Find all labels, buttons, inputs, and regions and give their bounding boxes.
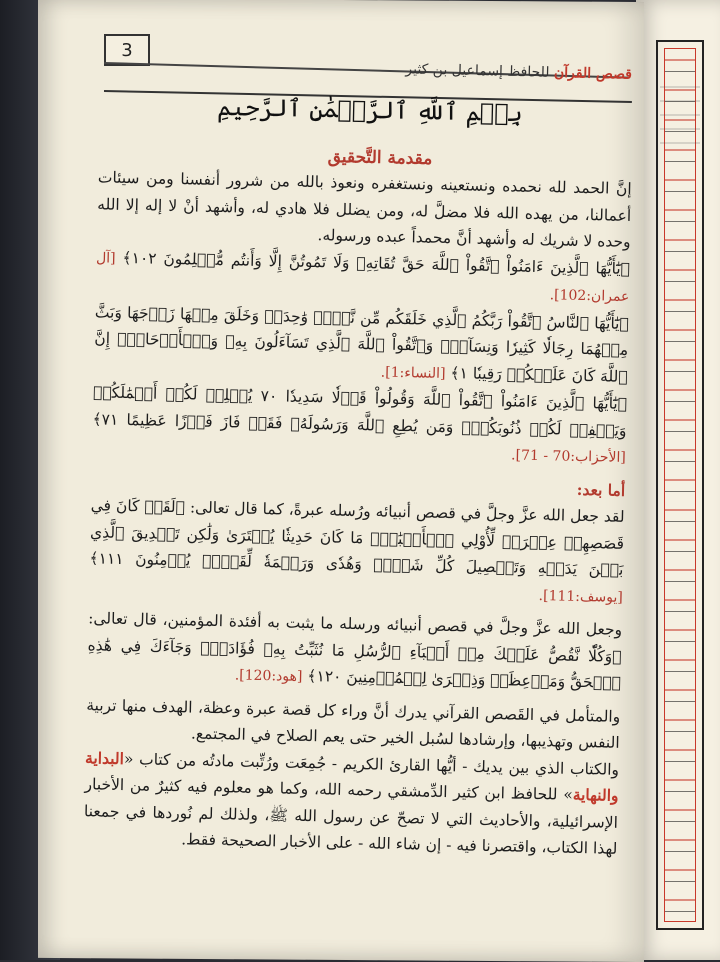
section-title: مقدمة التَّحقيق [327, 146, 433, 170]
quran-verse: ﴿وَكُلّٗا نَّقُصُّ عَلَيۡكَ مِنۡ أَنۢبَآءِ ٱلرُّسُلِ مَا نُثَبِّتُ بِهِۦ فُؤَادَكَۚ وَجَآءَكَ فِي هَٰذِهِ ٱلۡحَقُّ وَمَوۡعِظَةٞ وَذِكۡرَىٰ لِلۡمُؤۡمِنِينَ ١٢٠﴾ [87, 635, 622, 692]
paragraph: والمتأمل في القَصص القرآني يدرك أنَّ وراء كل قصة عبرة وعظة، الهدف منها تربية النفس وتهذيبها، وإرشادها لسُبل الخير حتى يعم الصلاح في المجتمع. [86, 695, 621, 752]
author: للحافظ إسماعيل بن كثير [405, 61, 550, 81]
paragraph-text: » للحافظ ابن كثير الدِّمشقي رحمه الله، وكما هو معلوم فيه كثيرٌ من الأخبار الإسرائيلية، والأحاديث التي لا تصحّ عن رسول الله ﷺ، ولذلك لم نُوردها في جمعنا لهذا الكتاب، واقتصرنا فيه - إن شاء الله - على الأخبار الصحيحة فقط. [83, 775, 619, 858]
subheading-amma-bad: أما بعد: [576, 479, 626, 500]
paragraph [87, 605, 623, 697]
page-body [83, 164, 632, 862]
verse-reference: [هود:120]. [234, 667, 303, 685]
verse-reference: [يوسف:111]. [538, 587, 623, 606]
paragraph [89, 492, 625, 611]
quran-verse: ﴿لَقَدۡ كَانَ فِي قَصَصِهِمۡ عِبۡرَةٞ لِّأُوْلِي ٱلۡأَلۡبَٰبِۗ مَا كَانَ حَدِيثٗا يُفۡتَرَىٰ وَلَٰكِن تَصۡدِيقَ ٱلَّذِي بَيۡنَ يَدَيۡهِ وَتَفۡصِيلَ كُلِّ شَيۡءٖ وَهُدٗى وَرَحۡمَةٗ لِّقَوۡمٖ يُؤۡمِنُونَ ١١١﴾ [89, 496, 625, 579]
basmala: بِسۡمِ ٱللَّهِ ٱلرَّحۡمَٰنِ ٱلرَّحِيمِ [216, 92, 524, 128]
source-book-title: البداية والنهاية [84, 747, 619, 805]
quran-verse: ﴿يَٰٓأَيُّهَا ٱلنَّاسُ ٱتَّقُواْ رَبَّكُمُ ٱلَّذِي خَلَقَكُم مِّن نَّفۡسٖ وَٰحِدَةٖ وَخَلَقَ مِنۡهَا زَوۡجَهَا وَبَثَّ مِنۡهُمَا رِجَالٗا كَثِيرٗا وَنِسَآءٗۚ وَٱتَّقُواْ ٱللَّهَ ٱلَّذِي تَسَآءَلُونَ بِهِۦ وَٱلۡأَرۡحَامَۚ إِنَّ ٱللَّهَ كَانَ عَلَيۡكُمۡ رَقِيبٗا ١﴾ [94, 302, 629, 386]
verse-reference: [النساء:1]. [380, 364, 446, 382]
verse-reference: [الأحزاب:70 - 71]. [510, 447, 627, 466]
ornament-border [664, 48, 696, 922]
paragraph [83, 745, 619, 863]
quran-verse: ﴿يَٰٓأَيُّهَا ٱلَّذِينَ ءَامَنُواْ ٱتَّقُواْ ٱللَّهَ وَقُولُواْ قَوۡلٗا سَدِيدٗا ٧٠ يُصۡلِحۡ لَكُمۡ أَعۡمَٰلَكُمۡ وَيَغۡفِرۡ لَكُمۡ ذُنُوبَكُمۡۗ وَمَن يُطِعِ ٱللَّهَ وَرَسُولَهُۥ فَقَدۡ فَازَ فَوۡزًا عَظِيمًا ٧١﴾ [92, 383, 628, 440]
facing-page-ornamental-frame [656, 40, 704, 930]
verse-reference: [آل عمران:102]. [95, 249, 630, 305]
paragraph-opening: إنَّ الحمد لله نحمده ونستعينه ونستغفره ونعوذ بالله من شرور أنفسنا ومن سيئات أعمالنا، من يهده الله فلا مضلَّ له، ومن يضلل فلا هادي له، وأشهد أنْ لا إله إلا الله وحده لا شريك له وأشهد أنَّ محمداً عبده ورسوله. [97, 168, 632, 251]
paragraph-text: والكتاب الذي بين يديك - أيُّها القارئ الكريم - جُمِعَت ورُتِّبت مادتُه من كتاب « [123, 749, 620, 779]
page-number: 3 [104, 34, 150, 66]
verse-block [93, 299, 629, 391]
bleed-through-lines [660, 86, 700, 156]
paragraph-text: وجعل الله عزَّ وجلَّ في قصص أنبيائه ورسله ما يثبت به أفئدة المؤمنين، قال تعالى: [88, 609, 623, 639]
book-title: قصص القرآن [553, 64, 633, 83]
paragraph-text: لقد جعل الله عزَّ وجلَّ في قصص أنبيائه ورُسله عبرةً، كما قال تعالى: [189, 498, 625, 526]
verse-block [92, 379, 628, 471]
quran-verse: ﴿يَٰٓأَيُّهَا ٱلَّذِينَ ءَامَنُواْ ٱتَّقُواْ ٱللَّهَ حَقَّ تُقَاتِهِۦ وَلَا تَمُوتُنَّ إِلَّا وَأَنتُم مُّسۡلِمُونَ ١٠٢﴾ [122, 248, 631, 278]
